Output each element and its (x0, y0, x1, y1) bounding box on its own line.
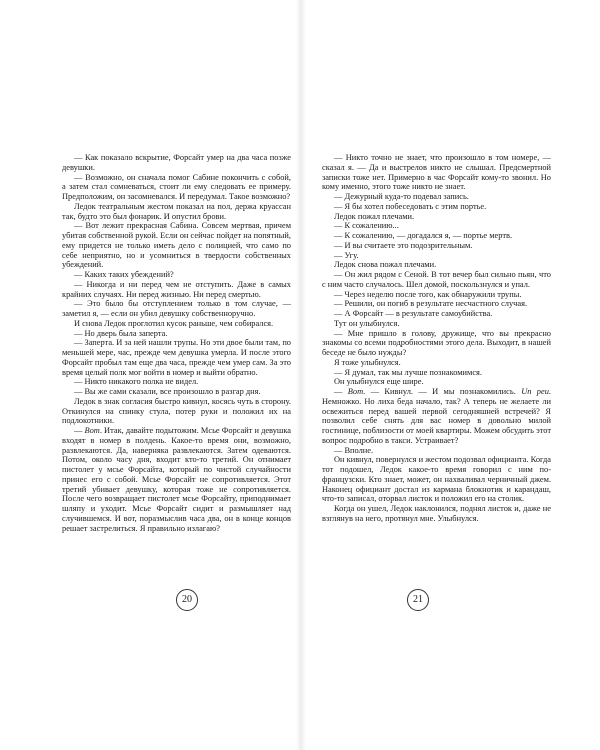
italic-text: Вот (347, 387, 364, 396)
text-segment: — Заперта. И за ней нашли трупы. Но эти двое были там, по меньшей мере, час, прежде чем девушка умерла. И после этого Форсайт пробыл там еще два часа, прежде чем умер сам. За это время целый полк мог войти в номер и выйти обратно. (62, 338, 291, 377)
book-spine (296, 0, 306, 750)
text-segment: Ледок снова пожал плечами. (334, 260, 437, 270)
text-segment: — Каких таких убеждений? (74, 270, 174, 279)
left-page-text (62, 153, 291, 533)
text-segment: . Немножко. Но лиха беда начало, так? А теперь не желаете ли освежиться перед вашей первой сегодняшней встречей? Я позволил себе снять для вас номер в довольно милой гостинице, поблизости от моей квартиры. Можем обсудить этот вопрос подробно в такси. Устраивает? (322, 387, 551, 445)
paragraph (62, 338, 291, 377)
text-segment: — (74, 426, 85, 435)
text-segment: Ледок пожал плечами. (334, 211, 415, 221)
text-segment: — И вы считаете это подозрительным. (334, 240, 473, 250)
paragraph (322, 260, 551, 270)
paragraph (322, 329, 551, 358)
paragraph (322, 270, 551, 290)
paragraph (322, 368, 551, 378)
text-segment: — К сожалению, — догадался я, — портье мертв. (334, 231, 513, 240)
text-segment: Тут он улыбнулся. (334, 318, 400, 328)
text-segment: — Никто никакого полка не видел. (74, 377, 199, 387)
text-segment: — Он жил рядом с Сеной. В тот вечер был сильно пьян, что с ним часто случалось. Шел домой, поскользнулся и упал. (322, 270, 551, 289)
paragraph (322, 358, 551, 368)
paragraph (322, 153, 551, 192)
paragraph (62, 319, 291, 329)
paragraph (322, 231, 551, 241)
text-segment: — Я бы хотел побеседовать с этим портье. (334, 201, 487, 211)
paragraph (322, 377, 551, 387)
text-segment: — Вот лежит прекрасная Сабина. Совсем мертвая, причем убитая собственной рукой. Если он сейчас пойдет на попятный, ему придется не только иметь дело с полицией, что само по себе неприятно, но и усомниться в твердости собственных убеждений. (62, 221, 291, 270)
text-segment: — А Форсайт — в результате самоубийства. (334, 309, 493, 318)
paragraph (322, 299, 551, 309)
paragraph (62, 173, 291, 202)
paragraph (322, 202, 551, 212)
page-number-right: 21 (407, 589, 429, 611)
paragraph (62, 377, 291, 387)
text-segment: Ледок театральным жестом показал на пол, держа круассан так, будто это был фонарик. И опустил брови. (62, 201, 291, 221)
paragraph (62, 221, 291, 270)
text-segment: — Угу. (334, 250, 359, 260)
text-segment: — Но дверь была заперта. (74, 328, 168, 338)
paragraph (322, 221, 551, 231)
text-segment: — Решили, он погиб в результате несчастного случая. (334, 299, 528, 309)
paragraph (62, 387, 291, 397)
paragraph (62, 397, 291, 426)
text-segment: Он улыбнулся еще шире. (334, 377, 424, 387)
text-segment: — Я думал, так мы лучше познакомимся. (334, 367, 482, 377)
text-segment: — К сожалению... (334, 221, 399, 231)
text-segment: — Как показало вскрытие, Форсайт умер на два часа позже девушки. (62, 153, 291, 172)
text-segment: — Дежурный куда-то подевал запись. (334, 192, 469, 201)
paragraph (322, 504, 551, 524)
text-segment: — Никогда и ни перед чем не отступить. Даже в самых крайних случаях. Ни перед жизнью. Ни перед смертью. (62, 279, 291, 299)
paragraph (322, 290, 551, 300)
paragraph (62, 270, 291, 280)
page-number-left: 20 (176, 589, 198, 611)
text-segment: . Итак, давайте подытожим. Мсье Форсайт и девушка входят в номер в полдень. Какое-то время они, возможно, развлекаются. Да, наверняка развлекаются. Затем одеваются. Потом, около часу дня, входит кто-то третий. Он отнимает пистолет у мсье Форсайта, который по чистой случайности принес его с собой. Мсье Форсайт не сопротивляется. Этот третий убивает девушку, которая тоже не сопротивляется. После чего возвращает пистолет мсье Форсайту, приподнимает шляпу и уходит. Мсье Форсайт сидит и размышляет над случившемся. И вот, поразмыслив часа два, он в конце концов решает застрелиться. Я правильно излагаю? (62, 426, 292, 533)
paragraph (322, 309, 551, 319)
text-segment: Я тоже улыбнулся. (334, 357, 401, 367)
paragraph (62, 280, 291, 300)
paragraph (322, 192, 551, 202)
paragraph (62, 202, 291, 222)
text-segment: — Вполне. (334, 445, 374, 455)
text-segment: И снова Ледок проглотил кусок раньше, чем собирался. (74, 318, 274, 328)
text-segment: Когда он ушел, Ледок наклонился, поднял листок и, даже не взглянув на него, протянул мне. Улыбнулся. (322, 504, 551, 523)
text-segment: — Возможно, он сначала помог Сабине покончить с собой, а затем стал сомневаться, стоит ли ему следовать ее примеру. Предположим, он засомневался. И передумал. Такое возможно? (62, 172, 291, 201)
paragraph (322, 319, 551, 329)
paragraph (322, 212, 551, 222)
italic-text: Un peu (521, 387, 549, 396)
text-segment: Он кивнул, повернулся и жестом подозвал официанта. Когда тот подошел, Ледок какое-то время говорил с ним по-французски. Кто знает, может, он нахваливал черничный джем. Наконец официант достал из кармана блокнотик и карандаш, что-то записал, оторвал листок и положил его на столик. (322, 455, 551, 504)
paragraph (62, 426, 291, 533)
text-segment: — Через неделю после того, как обнаружили трупы. (334, 289, 522, 299)
paragraph (322, 241, 551, 251)
paragraph (322, 446, 551, 456)
right-page-text (322, 153, 551, 524)
text-segment: — Это было бы отступлением только в том случае, — заметил я, — если он убил девушку собственноручно. (62, 299, 291, 318)
paragraph (322, 251, 551, 261)
text-segment: — Никто точно не знает, что произошло в том номере, — сказал я. — Да и выстрелов никто не слышал. Предсмертной записки тоже нет. Примерно в час Форсайт кому-то звонил. Но кому именно, этого тоже никто не знает. (322, 153, 551, 192)
text-segment: — Вы же сами сказали, все произошло в разгар дня. (74, 387, 261, 396)
paragraph (62, 299, 291, 319)
paragraph (62, 153, 291, 173)
text-segment: — (334, 387, 348, 396)
text-segment: — Мне пришло в голову, дружище, что вы прекрасно знакомы со всеми подробностями этого дела. Выходит, в нашей беседе не было нужды? (322, 328, 551, 357)
text-segment: . — Кивнул. — И мы познакомились. (363, 387, 522, 396)
paragraph (322, 387, 551, 446)
paragraph (322, 455, 551, 504)
text-segment: Ледок в знак согласия быстро кивнул, косясь чуть в сторону. Откинулся на спинку стула, потер руки и положил их на подлокотники. (62, 396, 291, 426)
italic-text: Вот (84, 426, 100, 435)
paragraph (62, 329, 291, 339)
